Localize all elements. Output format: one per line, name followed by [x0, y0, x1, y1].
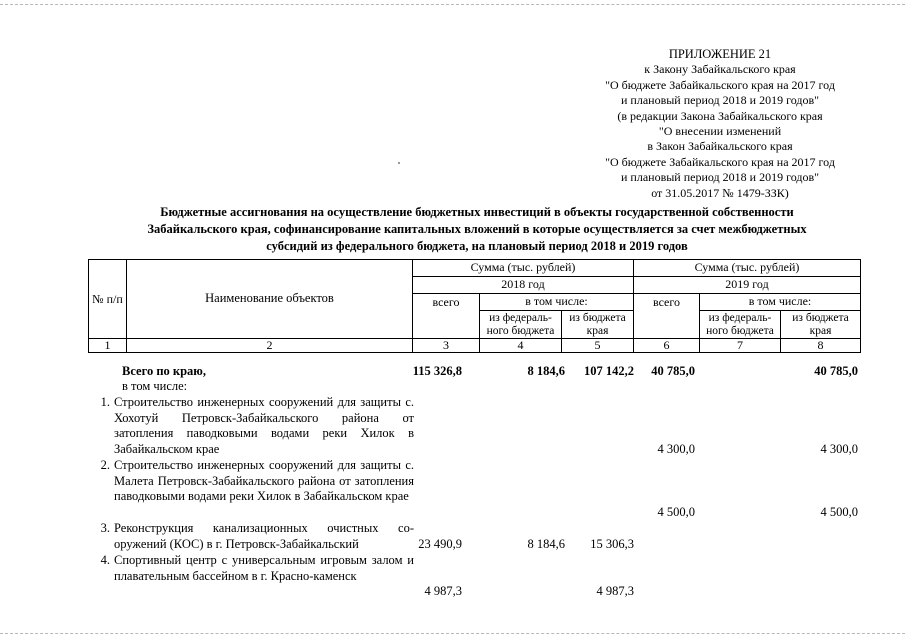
- scan-edge-bottom: [0, 633, 905, 634]
- cell-2019-total: 40 785,0: [651, 364, 695, 378]
- row-name: Строительство инженерных сооружений для защиты с. Хохотуй Петровск-Забайкальского района от затопления паводковыми водами реки Хилок в Забайкальском крае: [114, 395, 414, 457]
- appendix-line: от 31.05.2017 № 1479-ЗЗК): [651, 185, 789, 200]
- header-sum-2019: Сумма (тыс. рублей): [634, 260, 861, 277]
- appendix-line: (в редакции Закона Забайкальского края: [617, 108, 823, 123]
- row-number: 3.: [100, 521, 110, 535]
- title-line: Забайкальского края, софинансирование капитальных вложений в которые осуществляется за счет межбюджетных: [147, 222, 807, 236]
- column-number: 2: [127, 339, 413, 353]
- header-regional-2018: из бюджета края: [562, 311, 634, 339]
- header-num: № п/п: [89, 260, 127, 339]
- row-name: Строительство инженерных сооружений для защиты с. Малета Петровск-Забайкальского района от затопления паводковыми водами реки Хилок в Забайкальском крае: [114, 458, 414, 504]
- appendix-line: и плановый период 2018 и 2019 годов": [620, 170, 820, 185]
- header-federal-2018: из федераль-ного бюджета: [480, 311, 562, 339]
- appendix-block: [570, 47, 870, 201]
- cell-2018-regional: 4 987,3: [596, 584, 634, 598]
- budget-table-header: [88, 259, 861, 353]
- column-number: 5: [562, 339, 634, 353]
- cell-2018-total: 115 326,8: [412, 364, 462, 378]
- header-federal-2019: из федераль-ного бюджета: [700, 311, 781, 339]
- appendix-line: "О бюджете Забайкальского края на 2017 год: [605, 154, 835, 169]
- appendix-line: и плановый период 2018 и 2019 годов": [620, 93, 820, 108]
- cell-2019-regional: 4 300,0: [820, 442, 858, 456]
- header-sum-2018: Сумма (тыс. рублей): [413, 260, 634, 277]
- appendix-line: "О бюджете Забайкальского края на 2017 год: [605, 77, 835, 92]
- title-line: субсидий из федерального бюджета, на плановый период 2018 и 2019 годов: [266, 239, 688, 253]
- total-label: Всего по краю,: [122, 364, 206, 378]
- column-number: 4: [480, 339, 562, 353]
- cell-2019-regional: 40 785,0: [814, 364, 858, 378]
- title-line: Бюджетные ассигнования на осуществление бюджетных инвестиций в объекты государственной собственности: [160, 205, 794, 219]
- header-including-2018: в том числе:: [480, 294, 634, 311]
- cell-2018-regional: 15 306,3: [590, 537, 634, 551]
- cell-2018-federal: 8 184,6: [527, 537, 565, 551]
- appendix-line: в Закон Забайкальского края: [647, 139, 793, 154]
- cell-2018-regional: 107 142,2: [584, 364, 634, 378]
- header-regional-2019: из бюджета края: [781, 311, 861, 339]
- column-number: 3: [413, 339, 480, 353]
- cell-2019-total: 4 300,0: [657, 442, 695, 456]
- header-total-2019: всего: [634, 294, 700, 339]
- appendix-line: "О внесении изменений: [658, 124, 782, 139]
- row-number: 4.: [100, 553, 110, 567]
- scan-artifact: [398, 162, 400, 164]
- cell-2019-total: 4 500,0: [657, 505, 695, 519]
- column-number: 7: [700, 339, 781, 353]
- document-title: [92, 204, 862, 255]
- cell-2018-total: 23 490,9: [418, 537, 462, 551]
- row-number: 1.: [100, 395, 110, 409]
- header-name: Наименование объектов: [127, 260, 413, 339]
- header-including-2019: в том числе:: [700, 294, 861, 311]
- cell-2018-total: 4 987,3: [424, 584, 462, 598]
- including-label: в том числе:: [122, 379, 188, 393]
- appendix-heading: ПРИЛОЖЕНИЕ 21: [668, 47, 772, 61]
- appendix-line: к Закону Забайкальского края: [644, 62, 796, 77]
- cell-2018-federal: 8 184,6: [527, 364, 565, 378]
- column-number: 8: [781, 339, 861, 353]
- scan-edge-top: [0, 4, 905, 5]
- header-year-2018: 2018 год: [413, 277, 634, 294]
- row-number: 2.: [100, 458, 110, 472]
- header-total-2018: всего: [413, 294, 480, 339]
- row-name: Реконструкция канализационных очистных со-оружений (КОС) в г. Петровск-Забайкальский: [114, 521, 414, 551]
- row-name: Спортивный центр с универсальным игровым залом и плавательным бассейном в г. Красно-каменск: [114, 553, 414, 583]
- column-number: 1: [89, 339, 127, 353]
- header-year-2019: 2019 год: [634, 277, 861, 294]
- column-number: 6: [634, 339, 700, 353]
- cell-2019-regional: 4 500,0: [820, 505, 858, 519]
